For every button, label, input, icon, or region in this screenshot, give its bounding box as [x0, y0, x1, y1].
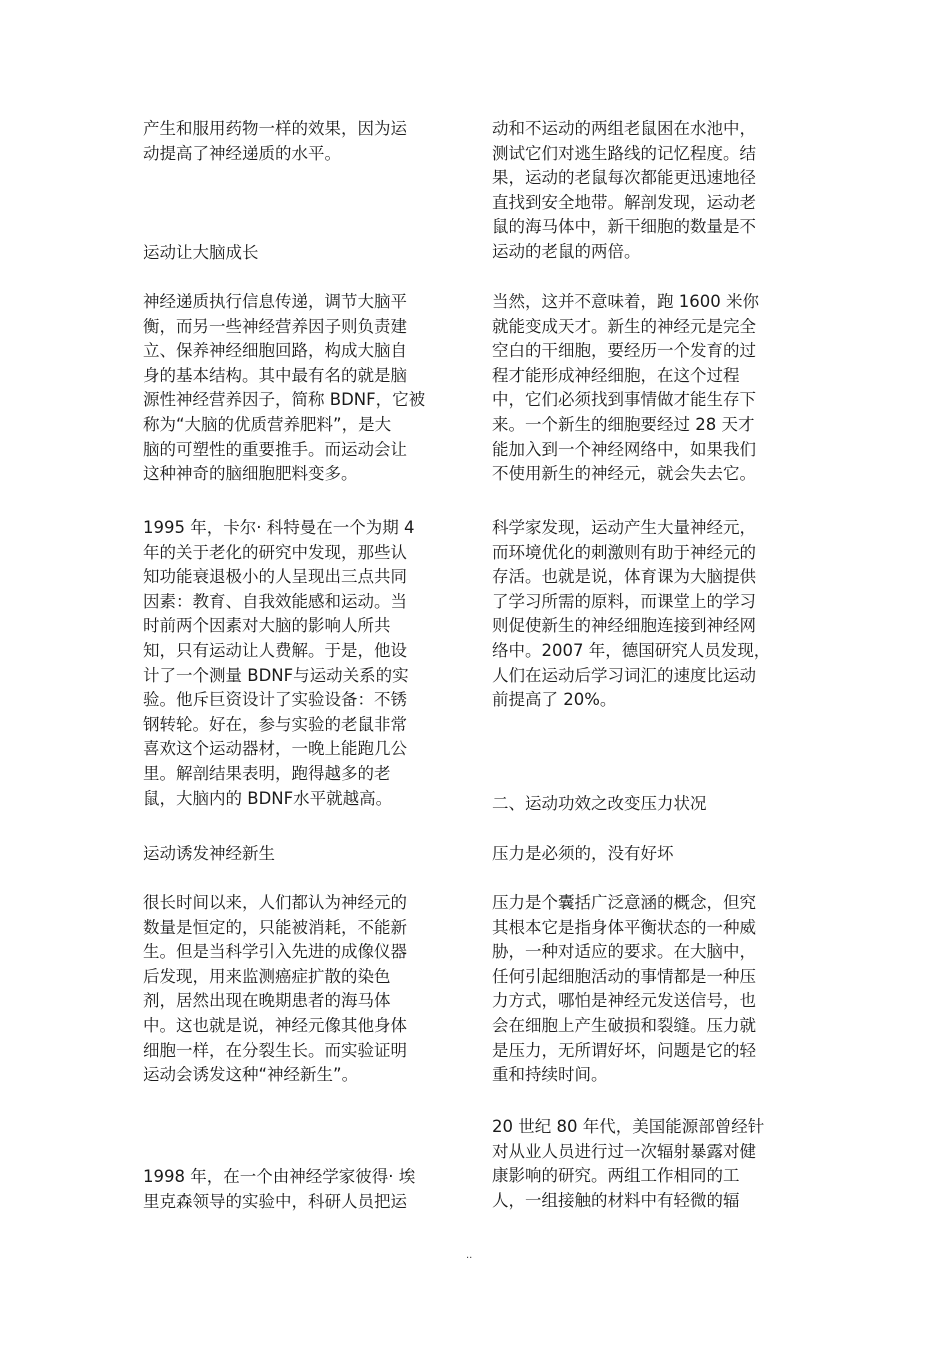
section-heading: 二、运动功效之改变压力状况 — [492, 794, 707, 813]
page-footer-mark: .. — [466, 1250, 473, 1261]
paragraph: 神经递质执行信息传递，调节大脑平 衡，而另一些神经营养因子则负责建 立、保养神经细胞回路，构成大脑自 身的基本结构。其中最有名的就是脑 源性神经营养因子，简称 BDNF，它被 称为“大脑的优质营养肥料”，是大 脑的可塑性的重要推手。而运动会让 这种神奇的脑细胞肥料变多。 — [143, 292, 426, 484]
paragraph: 当然，这并不意味着，跑 1600 米你 就能变成天才。新生的神经元是完全 空白的干细胞，要经历一个发育的过 程才能形成神经细胞，在这个过程 中，它们必须找到事情做才能生存下 来。一个新生的细胞要经过 28 天才 能加入到一个神经网络中，如果我们 不使用新生的神经元，就会失去它。 — [492, 292, 759, 484]
section-heading: 压力是必须的，没有好坏 — [492, 844, 674, 863]
paragraph: 很长时间以来，人们都认为神经元的 数量是恒定的，只能被消耗，不能新 生。但是当科学引入先进的成像仪器 后发现，用来监测癌症扩散的染色 剂，居然出现在晚期患者的海马体 中。这也就是说，神经元像其他身体 细胞一样，在分裂生长。而实验证明 运动会诱发这种“神经新生”。 — [143, 893, 407, 1085]
section-heading: 运动诱发神经新生 — [143, 844, 275, 863]
paragraph: 20 世纪 80 年代，美国能源部曾经针 对从业人员进行过一次辐射暴露对健 康影响的研究。两组工作相同的工 人，一组接触的材料中有轻微的辐 — [492, 1117, 765, 1210]
paragraph: 科学家发现，运动产生大量神经元， 而环境优化的刺激则有助于神经元的 存活。也就是说，体育课为大脑提供 了学习所需的原料，而课堂上的学习 则促使新生的神经细胞连接到神经网 络中。2007 年，德国研究人员发现， 人们在运动后学习词汇的速度比运动 前提高了 20%。 — [492, 518, 771, 710]
paragraph: 压力是个囊括广泛意涵的概念，但究 其根本它是指身体平衡状态的一种威 胁，一种对适应的要求。在大脑中， 任何引起细胞活动的事情都是一种压 力方式，哪怕是神经元发送信号，也 会在细胞上产生破损和裂缝。压力就 是压力，无所谓好坏，问题是它的轻 重和持续时间。 — [492, 893, 756, 1085]
paragraph: 产生和服用药物一样的效果，因为运 动提高了神经递质的水平。 — [143, 119, 407, 163]
paragraph: 1998 年，在一个由神经学家彼得· 埃 里克森领导的实验中，科研人员把运 — [143, 1167, 416, 1211]
section-heading: 运动让大脑成长 — [143, 243, 259, 262]
paragraph: 动和不运动的两组老鼠困在水池中， 测试它们对逃生路线的记忆程度。结 果，运动的老鼠每次都能更迅速地径 直找到安全地带。解剖发现，运动老 鼠的海马体中，新干细胞的数量是不 运动的老鼠的两倍。 — [492, 119, 756, 261]
paragraph: 1995 年，卡尔· 科特曼在一个为期 4 年的关于老化的研究中发现，那些认 知功能衰退极小的人呈现出三点共同 因素：教育、自我效能感和运动。当 时前两个因素对大脑的影响人所共 知，只有运动让人费解。于是，他设 计了一个测量 BDNF与运动关系的实 验。他斥巨资设计了实验设备：不锈 钢转轮。好在，参与实验的老鼠非常 喜欢这个运动器材，一晚上能跑几公 里。解剖结果表明，跑得越多的老 鼠，大脑内的 BDNF水平就越高。 — [143, 518, 415, 808]
